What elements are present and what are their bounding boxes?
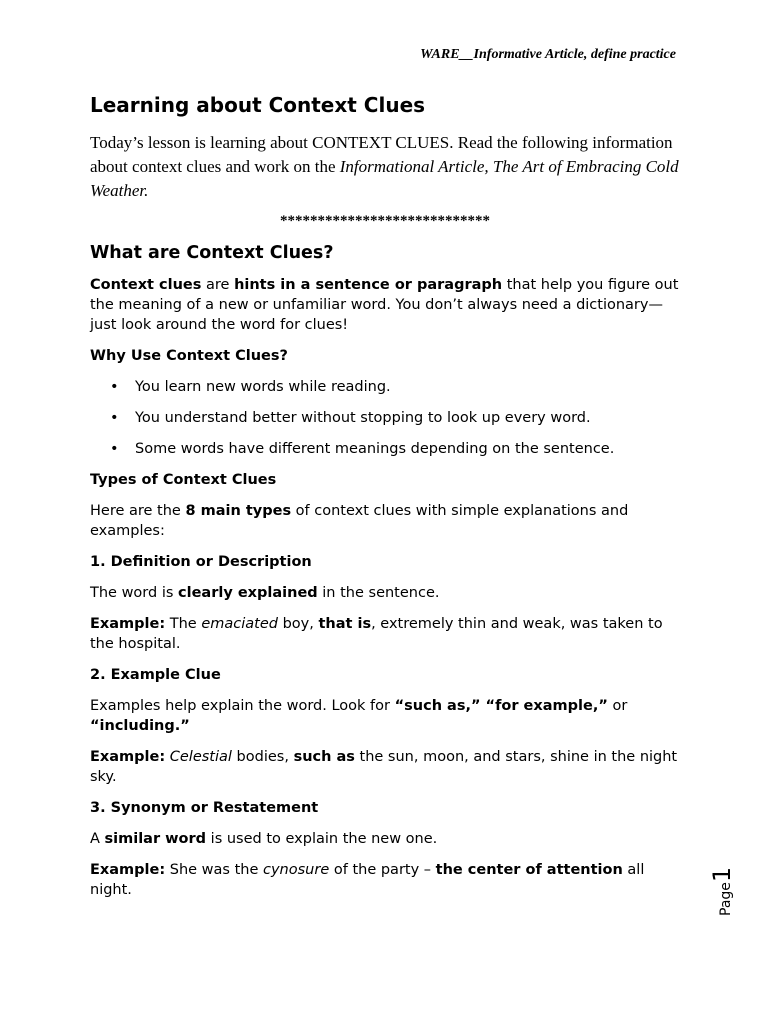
type-example xyxy=(90,747,680,787)
bold-term: hints in a sentence or paragraph xyxy=(234,277,503,293)
type-description xyxy=(90,583,680,603)
text: of the party – xyxy=(329,862,436,878)
text: is used to explain the new one. xyxy=(206,831,438,847)
text: are xyxy=(201,277,235,293)
bullet-icon: • xyxy=(110,410,119,426)
section-heading: What are Context Clues? xyxy=(90,243,334,263)
bullet-icon: • xyxy=(110,379,119,395)
bold-term: “including.” xyxy=(90,718,190,734)
divider: **************************** xyxy=(280,213,490,229)
document-body xyxy=(90,93,680,911)
type-example xyxy=(90,614,680,654)
text: bodies, xyxy=(231,749,294,765)
text: Examples help explain the word. Look for xyxy=(90,698,395,714)
intro-text: Today’s lesson is learning about CONTEXT CLUES. Read the following information about context clues and work on the xyxy=(90,133,673,176)
clue-phrase: such as xyxy=(293,749,355,765)
type-example xyxy=(90,860,680,900)
text: all night. xyxy=(90,862,645,898)
target-word: emaciated xyxy=(201,616,278,632)
list-item-text: You learn new words while reading. xyxy=(135,379,391,395)
text: The word is xyxy=(90,585,179,601)
text: Here are the xyxy=(90,503,186,519)
text: The xyxy=(165,616,202,632)
text: She was the xyxy=(165,862,263,878)
example-label: Example: xyxy=(90,749,166,765)
why-heading: Why Use Context Clues? xyxy=(90,348,288,364)
bold-term: “such as,” “for example,” xyxy=(394,698,608,714)
bold-term: Context clues xyxy=(90,277,202,293)
target-word: cynosure xyxy=(263,862,330,878)
bold-term: clearly explained xyxy=(178,585,318,601)
text: , extremely thin and weak, was taken to the hospital. xyxy=(90,616,663,652)
text: in the sentence. xyxy=(317,585,440,601)
type-description xyxy=(90,696,680,736)
example-label: Example: xyxy=(90,616,166,632)
text: the sun, moon, and stars, shine in the night sky. xyxy=(90,749,678,785)
text: boy, xyxy=(277,616,319,632)
list-item-text: You understand better without stopping to look up every word. xyxy=(135,410,591,426)
target-word: Celestial xyxy=(169,749,232,765)
page-title: Learning about Context Clues xyxy=(90,93,426,117)
list-item xyxy=(90,377,680,397)
page-label: Page xyxy=(718,882,734,916)
list-item xyxy=(90,408,680,428)
example-label: Example: xyxy=(90,862,166,878)
bold-term: 8 main types xyxy=(185,503,292,519)
article-title: Informational Article, The Art of Embracing Cold Weather. xyxy=(90,157,679,200)
intro-paragraph xyxy=(90,131,680,203)
type-heading: 1. Definition or Description xyxy=(90,554,312,570)
text: that help you figure out the meaning of a new or unfamiliar word. You don’t always need a dictionary—just look around the word for clues! xyxy=(90,277,679,333)
type-description xyxy=(90,829,680,849)
type-heading: 2. Example Clue xyxy=(90,667,221,683)
clue-phrase: the center of attention xyxy=(435,862,623,878)
text: of context clues with simple explanations and examples: xyxy=(90,503,629,539)
bullet-icon: • xyxy=(110,441,119,457)
text: or xyxy=(607,698,628,714)
definition-paragraph xyxy=(90,275,680,335)
list-item xyxy=(90,439,680,459)
reasons-list xyxy=(90,377,680,459)
type-heading: 3. Synonym or Restatement xyxy=(90,800,319,816)
types-heading: Types of Context Clues xyxy=(90,472,277,488)
bold-term: similar word xyxy=(104,831,207,847)
page-digit: 1 xyxy=(708,866,736,883)
types-intro xyxy=(90,501,680,541)
running-header: WARE__Informative Article, define practice xyxy=(420,47,676,62)
clue-phrase: that is xyxy=(318,616,372,632)
list-item-text: Some words have different meanings depending on the sentence. xyxy=(135,441,615,457)
page-number xyxy=(708,850,738,916)
text: A xyxy=(90,831,105,847)
